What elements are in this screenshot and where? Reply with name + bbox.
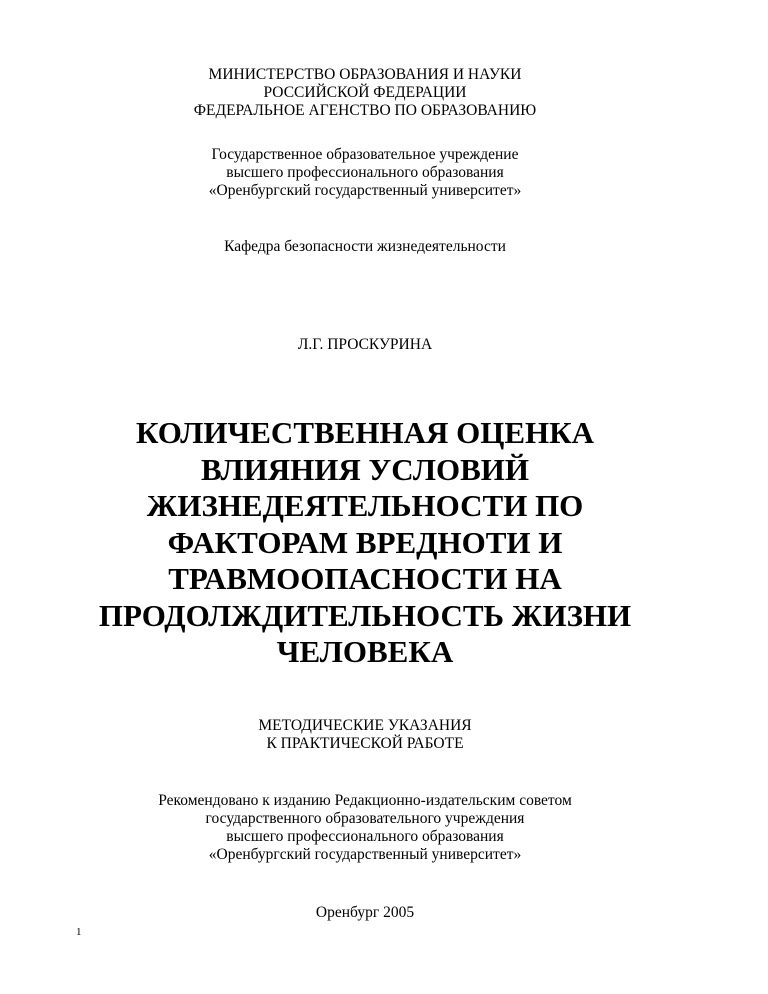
recommendation-line: высшего профессионального образования (226, 828, 504, 845)
title-line: ТРАВМООПАСНОСТИ НА (168, 561, 562, 596)
institution-header (0, 146, 730, 200)
publication-recommendation (0, 792, 730, 864)
ministry-line: МИНИСТЕРСТВО ОБРАЗОВАНИЯ И НАУКИ (208, 66, 522, 83)
city-year (0, 904, 730, 922)
page-number: 1 (76, 926, 82, 938)
department-name (0, 238, 730, 256)
recommendation-line: Рекомендовано к изданию Редакционно-издательским советом (158, 792, 572, 809)
city-year-line: Оренбург 2005 (315, 904, 415, 921)
doctype-line: К ПРАКТИЧЕСКОЙ РАБОТЕ (266, 735, 464, 752)
title-line: ЧЕЛОВЕКА (276, 634, 454, 669)
department-line: Кафедра безопасности жизнедеятельности (224, 238, 506, 255)
author-line: Л.Г. ПРОСКУРИНА (297, 336, 433, 353)
title-line: ЖИЗНЕДЕЯТЕЛЬНОСТИ ПО (146, 488, 584, 523)
title-line: ПРОДОЛЖДИТЕЛЬНОСТЬ ЖИЗНИ (98, 597, 632, 633)
title-line: ФАКТОРАМ ВРЕДНОТИ И (167, 524, 563, 560)
ministry-line: ФЕДЕРАЛЬНОЕ АГЕНСТВО ПО ОБРАЗОВАНИЮ (193, 102, 537, 119)
institution-line: «Оренбургский государственный университет» (208, 182, 522, 199)
doctype-line: МЕТОДИЧЕСКИЕ УКАЗАНИЯ (258, 717, 472, 734)
document-type (0, 717, 730, 753)
author-name (0, 336, 730, 354)
document-title (0, 415, 730, 671)
title-line: КОЛИЧЕСТВЕННАЯ ОЦЕНКА (136, 415, 594, 450)
institution-line: Государственное образовательное учреждение (211, 146, 519, 163)
ministry-line: РОССИЙСКОЙ ФЕДЕРАЦИИ (263, 84, 467, 101)
title-line: ВЛИЯНИЯ УСЛОВИЙ (201, 451, 529, 487)
ministry-header (0, 66, 730, 120)
recommendation-line: государственного образовательного учреждения (205, 810, 525, 827)
institution-line: высшего профессионального образования (226, 164, 504, 181)
recommendation-line: «Оренбургский государственный университет» (208, 846, 522, 863)
